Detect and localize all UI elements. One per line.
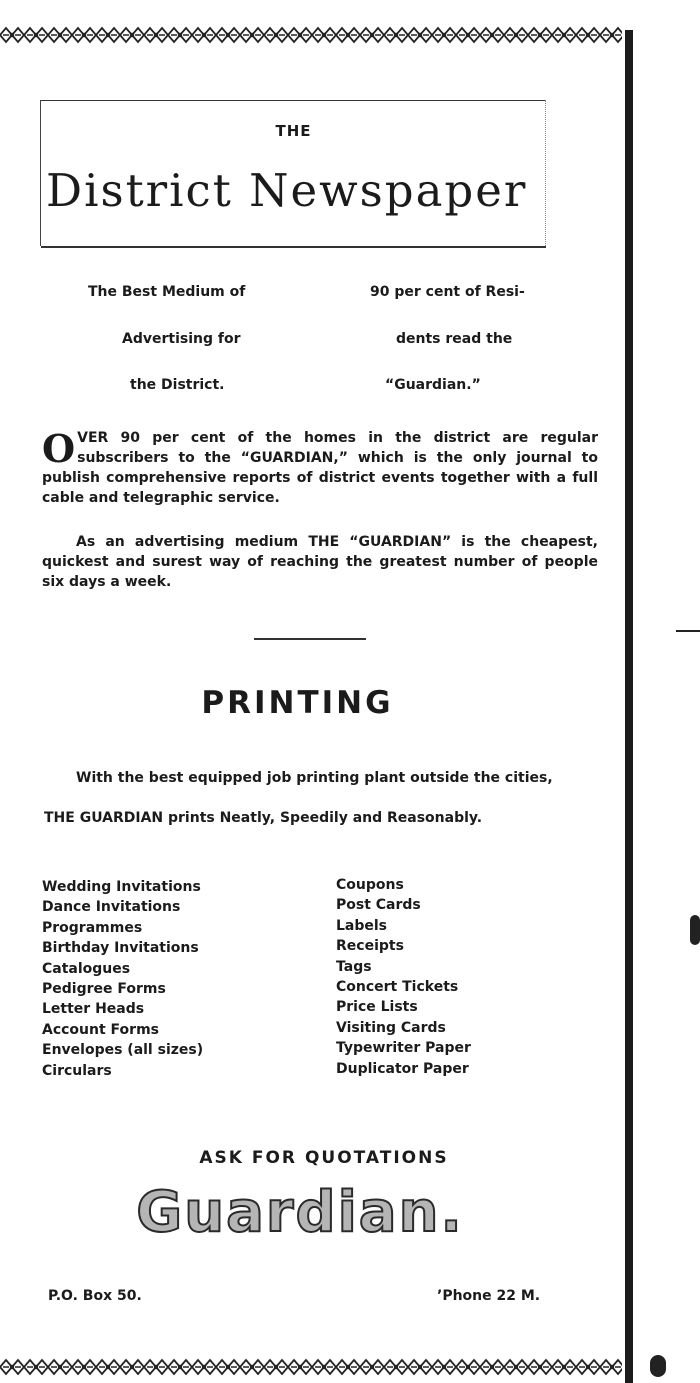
service-left-item: Wedding Invitations (42, 879, 201, 895)
service-left-item: Dance Invitations (42, 899, 181, 916)
service-right-item: Receipts (336, 938, 404, 955)
service-right-item: Coupons (336, 877, 404, 893)
service-right-item: Post Cards (336, 897, 421, 914)
coverage-paragraph (42, 428, 598, 508)
printing-heading: PRINTING (201, 685, 394, 721)
right-column-line-3: “Guardian.” (385, 377, 481, 393)
advertising-paragraph: As an advertising medium THE “GUARDIAN” is the cheapest, quickest and surest way of reaching the greatest number of people six days a week. (42, 534, 598, 590)
margin-mark-1 (676, 630, 700, 632)
printing-line-1: With the best equipped job printing plant outside the cities, (76, 770, 553, 786)
coverage-paragraph-text: VER 90 per cent of the homes in the district are regular subscribers to the “GUARDIAN,” which is the only journal to publish comprehensive reports of district events together with a full cable and telegraphic service. (42, 430, 598, 506)
service-left-item: Programmes (42, 919, 143, 936)
service-left-item: Birthday Invitations (42, 940, 199, 957)
top-ornamental-border (0, 24, 622, 46)
left-column-line-1: The Best Medium of (88, 284, 246, 300)
service-right-item: Tags (336, 958, 372, 975)
po-box: P.O. Box 50. (48, 1288, 142, 1304)
printing-services-list-left (42, 877, 203, 1081)
service-left-item: Catalogues (42, 960, 131, 977)
service-left-item: Account Forms (42, 1021, 159, 1038)
masthead-title: District Newspaper (46, 164, 528, 217)
service-right-item: Duplicator Paper (336, 1060, 469, 1077)
right-column-line-2: dents read the (396, 331, 513, 347)
drop-cap: O (42, 426, 76, 471)
right-column-line-1: 90 per cent of Resi- (370, 284, 525, 300)
service-right-item: Labels (336, 917, 388, 934)
masthead-bottom-rule (41, 246, 546, 248)
service-right-item: Price Lists (336, 999, 418, 1016)
printing-services-list-right (336, 875, 471, 1079)
service-left-item: Circulars (42, 1062, 112, 1079)
service-left-item: Letter Heads (42, 1001, 145, 1018)
printing-line-2: THE GUARDIAN prints Neatly, Speedily and Reasonably. (44, 810, 483, 826)
margin-mark-3 (650, 1355, 666, 1377)
ornament-pattern-bottom (0, 1356, 622, 1378)
masthead-box (40, 100, 546, 246)
phone-number: ’Phone 22 M. (437, 1288, 541, 1304)
ask-for-quotations: ASK FOR QUOTATIONS (199, 1148, 449, 1168)
bottom-ornamental-border (0, 1356, 622, 1378)
left-column-line-3: the District. (130, 377, 225, 393)
masthead-the: THE (275, 122, 312, 140)
guardian-logo: Guardian. (136, 1180, 464, 1245)
service-left-item: Pedigree Forms (42, 981, 166, 998)
right-column-rule (625, 30, 633, 1383)
service-right-item: Concert Tickets (336, 979, 459, 996)
margin-mark-2 (690, 915, 700, 945)
service-right-item: Typewriter Paper (336, 1040, 471, 1057)
section-divider (254, 638, 366, 640)
left-column-line-2: Advertising for (122, 331, 241, 347)
ornament-pattern-top (0, 24, 622, 46)
service-right-item: Visiting Cards (336, 1019, 446, 1036)
service-left-item: Envelopes (all sizes) (42, 1042, 204, 1059)
masthead-top-rule (41, 100, 546, 101)
